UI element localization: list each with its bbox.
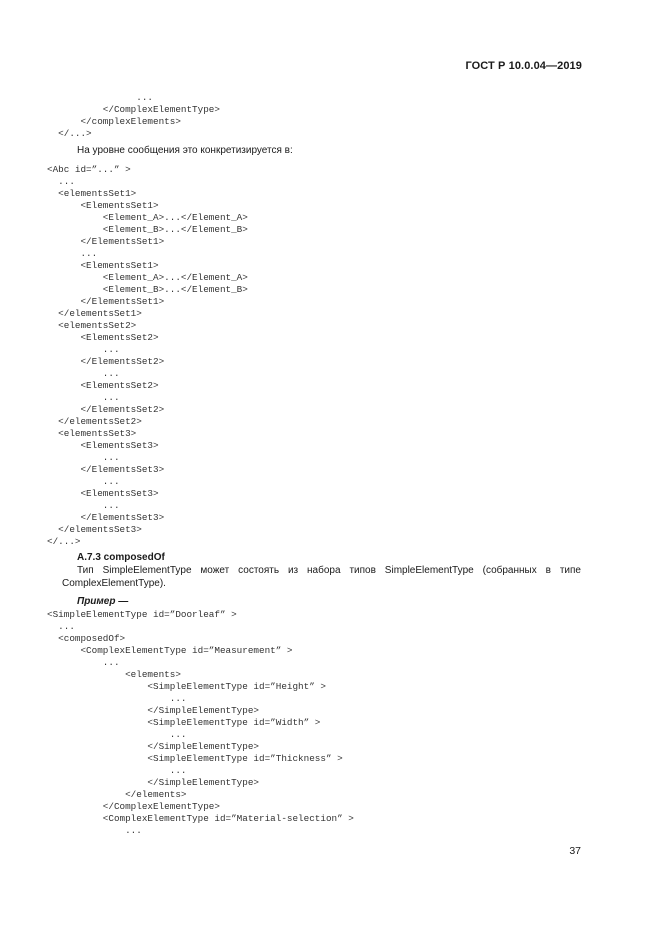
code-block-2 [47,164,248,548]
code-block-1 [47,92,220,140]
code-line: <SimpleElementType id=”Width” > [47,717,321,728]
page-number: 37 [569,845,581,857]
code-line: <SimpleElementType id=”Thickness” > [47,753,343,764]
code-line: ... [47,452,120,463]
code-line: </...> [47,128,92,139]
code-line: ... [47,476,120,487]
code-line: ... [47,765,187,776]
code-line: </ElementsSet2> [47,404,165,415]
code-line: ... [47,693,187,704]
standard-code-header: ГОСТ Р 10.0.04—2019 [465,60,582,72]
code-line: </SimpleElementType> [47,741,260,752]
code-line: <elementsSet1> [47,188,137,199]
code-line: ... [47,248,98,259]
code-line: </elementsSet3> [47,524,142,535]
code-line: </elementsSet1> [47,308,142,319]
code-line: <elementsSet3> [47,428,137,439]
code-line: <ElementsSet3> [47,440,159,451]
code-line: </elementsSet2> [47,416,142,427]
code-line: <ElementsSet2> [47,332,159,343]
code-line: <ElementsSet1> [47,200,159,211]
code-line: <ComplexElementType id=”Measurement” > [47,645,293,656]
code-line: <ElementsSet2> [47,380,159,391]
code-line: <SimpleElementType id=”Doorleaf” > [47,609,237,620]
code-line: ... [47,500,120,511]
code-line: </...> [47,536,81,547]
code-line: </elements> [47,789,187,800]
code-line: <ElementsSet1> [47,260,159,271]
section-title: A.7.3 composedOf [77,552,165,563]
code-line: ... [47,344,120,355]
code-line: </SimpleElementType> [47,777,260,788]
code-line: <elements> [47,669,181,680]
note-text: На уровне сообщения это конкретизируется в: [77,145,293,156]
code-line: ... [47,729,187,740]
code-line: <Element_B>...</Element_B> [47,224,248,235]
code-line: ... [47,392,120,403]
code-line: ... [47,621,75,632]
code-line: </ElementsSet1> [47,236,165,247]
code-line: ... [47,92,154,103]
code-line: </ElementsSet3> [47,464,165,475]
code-line: <Abc id=”...” > [47,164,131,175]
section-paragraph: Тип SimpleElementType может состоять из набора типов SimpleElementType (собранных в типе ComplexElementType). [62,565,581,589]
code-line: </ElementsSet3> [47,512,165,523]
code-line: <Element_A>...</Element_A> [47,272,248,283]
code-block-3 [47,609,354,837]
code-line: <ElementsSet3> [47,488,159,499]
code-line: ... [47,176,75,187]
code-line: <elementsSet2> [47,320,137,331]
code-line: <SimpleElementType id=”Height” > [47,681,326,692]
code-line: <Element_A>...</Element_A> [47,212,248,223]
code-line: </ComplexElementType> [47,104,220,115]
code-line: ... [47,657,120,668]
code-line: </SimpleElementType> [47,705,260,716]
code-line: </complexElements> [47,116,181,127]
code-line: ... [47,825,142,836]
code-line: ... [47,368,120,379]
code-line: <ComplexElementType id=”Material-selection” > [47,813,354,824]
code-line: <composedOf> [47,633,126,644]
code-line: </ElementsSet1> [47,296,165,307]
code-line: </ElementsSet2> [47,356,165,367]
example-label: Пример — [77,596,129,607]
code-line: <Element_B>...</Element_B> [47,284,248,295]
code-line: </ComplexElementType> [47,801,220,812]
